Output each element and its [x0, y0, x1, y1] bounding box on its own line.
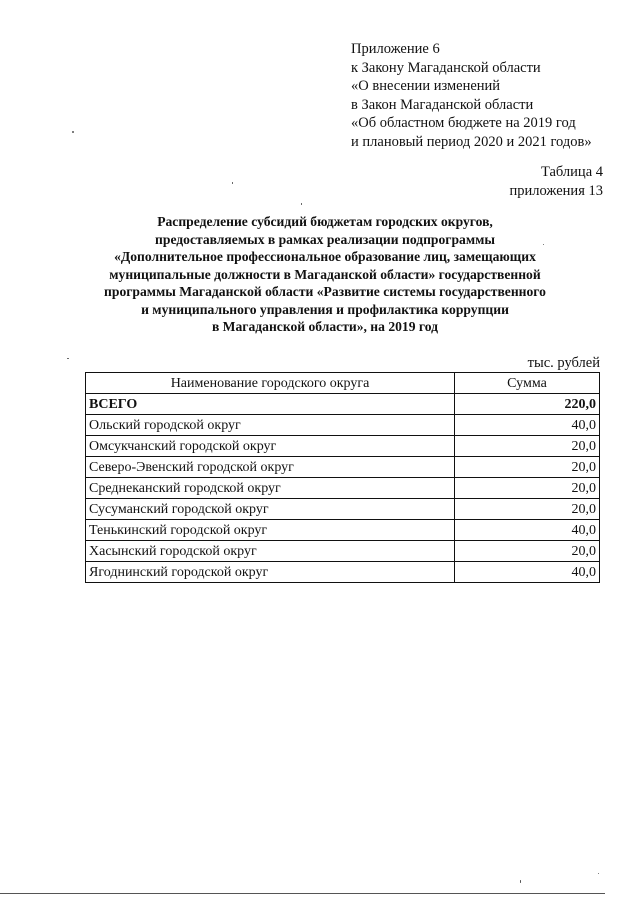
table-reference: [510, 163, 603, 200]
annex-number: приложения 13: [509, 182, 603, 199]
scan-speck: [232, 182, 233, 184]
district-name: Ягоднинский городской округ: [86, 562, 455, 583]
district-name: Сусуманский городской округ: [86, 499, 455, 520]
table-row: [86, 478, 600, 499]
units-label: тыс. рублей: [527, 355, 600, 371]
title-line: «Дополнительное профессиональное образование лиц, замещающих: [114, 249, 536, 264]
annex-line: и плановый период 2020 и 2021 годов»: [351, 133, 592, 150]
table-header-row: [86, 373, 600, 394]
district-sum: 20,0: [455, 436, 600, 457]
district-sum: 40,0: [455, 415, 600, 436]
table-row: [86, 541, 600, 562]
column-header-sum: Сумма: [455, 373, 600, 394]
scan-edge-line: [0, 893, 605, 894]
district-sum: 20,0: [455, 457, 600, 478]
district-name: Тенькинский городской округ: [86, 520, 455, 541]
scan-speck: [598, 873, 599, 874]
annex-line: Приложение 6: [351, 41, 440, 57]
scan-speck: [67, 358, 69, 359]
column-header-name: Наименование городского округа: [86, 373, 455, 394]
title-line: муниципальные должности в Магаданской области» государственной: [109, 266, 541, 282]
table-row: [86, 562, 600, 583]
document-title: [60, 213, 590, 336]
table-row-total: [86, 394, 600, 415]
annex-line: к Закону Магаданской области: [351, 59, 541, 76]
scan-speck: [72, 131, 74, 133]
scan-speck: [301, 203, 302, 205]
district-name: Омсукчанский городской округ: [86, 436, 455, 457]
table-row: [86, 436, 600, 457]
table-row: [86, 457, 600, 478]
district-name: Среднеканский городской округ: [86, 478, 455, 499]
district-name: Северо-Эвенский городской округ: [86, 457, 455, 478]
annex-line: в Закон Магаданской области: [351, 96, 534, 113]
district-sum: 20,0: [455, 541, 600, 562]
title-line: и муниципального управления и профилактика коррупции: [141, 301, 509, 317]
annex-header: [351, 40, 592, 151]
district-name: Ольский городской округ: [86, 415, 455, 436]
scan-speck: [543, 244, 544, 245]
title-line: предоставляемых в рамках реализации подпрограммы: [155, 231, 495, 247]
annex-line: «О внесении изменений: [351, 78, 501, 94]
district-name: Хасынский городской округ: [86, 541, 455, 562]
total-sum: 220,0: [455, 394, 600, 415]
scan-speck: [520, 880, 521, 883]
annex-line: «Об областном бюджете на 2019 год: [351, 115, 576, 131]
table-row: [86, 520, 600, 541]
total-label: ВСЕГО: [86, 394, 455, 415]
district-sum: 40,0: [455, 562, 600, 583]
table-number: Таблица 4: [540, 164, 603, 180]
title-line: программы Магаданской области «Развитие системы государственного: [104, 284, 546, 299]
subsidy-table: [85, 372, 600, 583]
district-sum: 20,0: [455, 478, 600, 499]
table-row: [86, 415, 600, 436]
table-row: [86, 499, 600, 520]
title-line: в Магаданской области», на 2019 год: [211, 319, 439, 334]
district-sum: 20,0: [455, 499, 600, 520]
title-line: Распределение субсидий бюджетам городских округов,: [157, 214, 493, 229]
district-sum: 40,0: [455, 520, 600, 541]
